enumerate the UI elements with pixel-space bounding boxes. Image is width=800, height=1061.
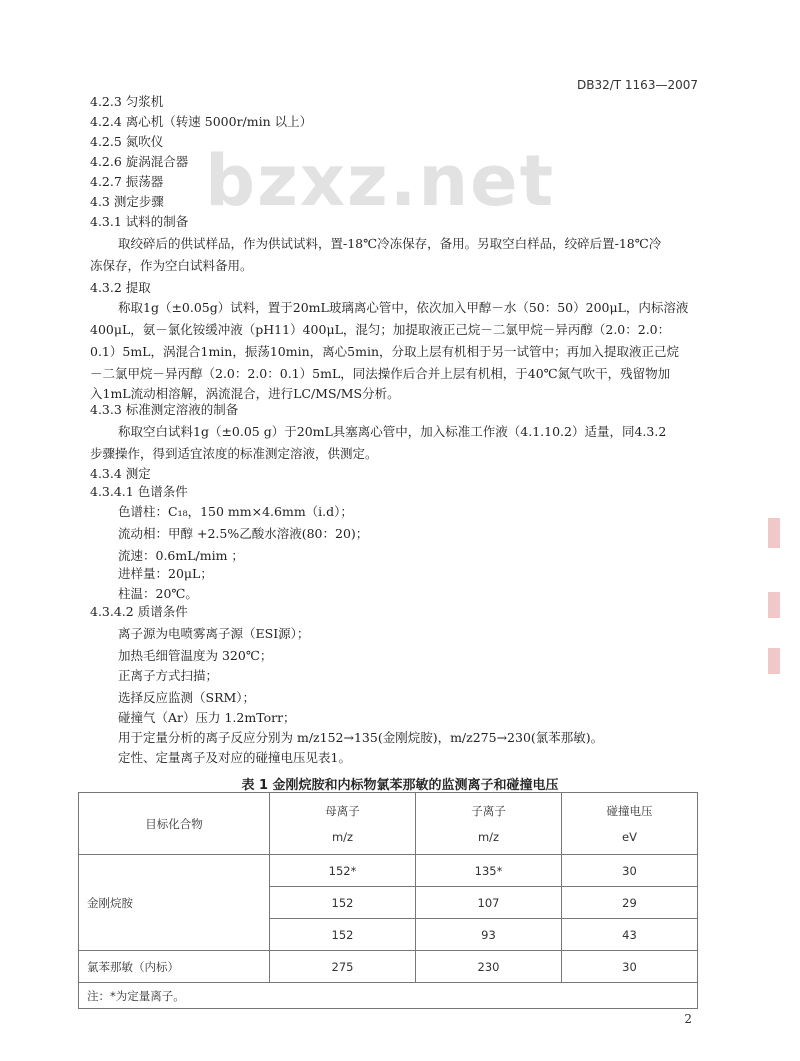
section-4-2-4: 4.2.4 离心机（转速 5000r/min 以上）: [90, 114, 313, 129]
paragraph-line: －二氯甲烷－异丙醇（2.0：2.0：0.1）5mL，同法操作后合并上层有机相，于40℃氮气吹干，残留物加: [90, 366, 671, 381]
table-note-row: [79, 983, 698, 1009]
header-daughter-ion: [416, 793, 562, 855]
section-4-3-2: 4.3.2 提取: [90, 280, 151, 295]
table-note: 注：*为定量离子。: [79, 983, 698, 1009]
paragraph-line: 步骤操作，得到适宜浓度的标准测定溶液，供测定。: [90, 446, 378, 461]
table-row: [79, 855, 698, 887]
ion-table: [78, 792, 698, 1009]
capillary-temperature: 加热毛细管温度为 320℃；: [118, 648, 273, 663]
paragraph-line: 400μL，氨－氯化铵缓冲液（pH11）400μL，混匀；加提取液正己烷－二氯甲烷－异丙醇（2.0：2.0：: [90, 322, 671, 337]
standard-code: DB32/T 1163—2007: [576, 78, 698, 92]
cell-collision-voltage: 30: [562, 855, 698, 887]
header-daughter-label: 子离子: [471, 803, 506, 818]
table-reference: 定性、定量离子及对应的碰撞电压见表1。: [118, 750, 351, 765]
cell-parent-ion: 152*: [270, 855, 416, 887]
table-caption: 表 1 金刚烷胺和内标物氯苯那敏的监测离子和碰撞电压: [241, 778, 559, 793]
header-daughter-unit: m/z: [477, 829, 500, 844]
cell-collision-voltage: 29: [562, 887, 698, 919]
section-4-3-4-2: 4.3.4.2 质谱条件: [90, 604, 188, 619]
section-4-2-6: 4.2.6 旋涡混合器: [90, 154, 189, 169]
section-4-3-3: 4.3.3 标准测定溶液的制备: [90, 402, 239, 417]
section-4-3-1: 4.3.1 试料的制备: [90, 214, 189, 229]
cell-daughter-ion: 107: [416, 887, 562, 919]
cell-parent-ion: 152: [270, 887, 416, 919]
cell-daughter-ion: 135*: [416, 855, 562, 887]
section-4-3-4: 4.3.4 测定: [90, 466, 151, 481]
header-voltage-unit: eV: [622, 829, 637, 844]
edge-stamp-mark: [768, 518, 780, 548]
flow-rate: 流速：0.6mL/mim ；: [118, 548, 244, 563]
scan-mode: 正离子方式扫描；: [118, 668, 219, 683]
watermark: bzxz.net: [205, 140, 556, 222]
compound-amantadine: 金刚烷胺: [79, 855, 270, 951]
table-header-row: [79, 793, 698, 855]
ion-source: 离子源为电喷雾离子源（ESI源）；: [118, 626, 310, 641]
mobile-phase: 流动相：甲醇 +2.5%乙酸水溶液(80：20)；: [118, 526, 369, 541]
column-temperature: 柱温：20℃。: [118, 586, 198, 601]
compound-chlorpheniramine: 氯苯那敏（内标）: [79, 951, 270, 983]
srm-mode: 选择反应监测（SRM）；: [118, 690, 256, 705]
cell-collision-voltage: 43: [562, 919, 698, 951]
cell-parent-ion: 152: [270, 919, 416, 951]
paragraph-line: 冻保存，作为空白试料备用。: [90, 258, 253, 273]
header-parent-label: 母离子: [325, 803, 360, 818]
paragraph-line: 入1mL流动相溶解，涡流混合，进行LC/MS/MS分析。: [90, 386, 400, 401]
paragraph-line: 0.1）5mL，涡混合1min，振荡10min，离心5min，分取上层有机相于另一试管中；再加入提取液正己烷: [90, 344, 680, 359]
header-collision-voltage: [562, 793, 698, 855]
edge-stamp-mark: [768, 648, 780, 674]
header-voltage-label: 碰撞电压: [606, 803, 653, 818]
cell-parent-ion: 275: [270, 951, 416, 983]
header-compound: 目标化合物: [79, 793, 270, 855]
section-4-2-3: 4.2.3 匀浆机: [90, 94, 164, 109]
paragraph-line: 称取1g（±0.05g）试料，置于20mL玻璃离心管中，依次加入甲醇－水（50：50）200μL，内标溶液: [118, 300, 689, 315]
section-4-2-5: 4.2.5 氮吹仪: [90, 134, 164, 149]
section-4-3-4-1: 4.3.4.1 色谱条件: [90, 484, 188, 499]
cell-daughter-ion: 230: [416, 951, 562, 983]
header-parent-unit: m/z: [331, 829, 354, 844]
collision-gas: 碰撞气（Ar）压力 1.2mTorr；: [118, 710, 296, 725]
section-4-2-7: 4.2.7 振荡器: [90, 174, 164, 189]
ion-reactions: 用于定量分析的离子反应分别为 m/z152→135(金刚烷胺)，m/z275→230(氯苯那敏)。: [118, 730, 604, 745]
table-row: [79, 951, 698, 983]
injection-volume: 进样量：20μL；: [118, 566, 213, 581]
header-parent-ion: [270, 793, 416, 855]
chromatography-column: 色谱柱：C₁₈，150 mm×4.6mm（i.d）；: [118, 504, 353, 519]
paragraph-line: 取绞碎后的供试样品，作为供试试料，置-18℃冷冻保存，备用。另取空白样品，绞碎后置-18℃冷: [118, 236, 662, 251]
page-number: 2: [684, 1012, 692, 1026]
edge-stamp-mark: [768, 592, 780, 618]
cell-daughter-ion: 93: [416, 919, 562, 951]
cell-collision-voltage: 30: [562, 951, 698, 983]
section-4-3: 4.3 测定步骤: [90, 194, 164, 209]
paragraph-line: 称取空白试料1g（±0.05 g）于20mL具塞离心管中，加入标准工作液（4.1.10.2）适量，同4.3.2: [118, 424, 667, 439]
